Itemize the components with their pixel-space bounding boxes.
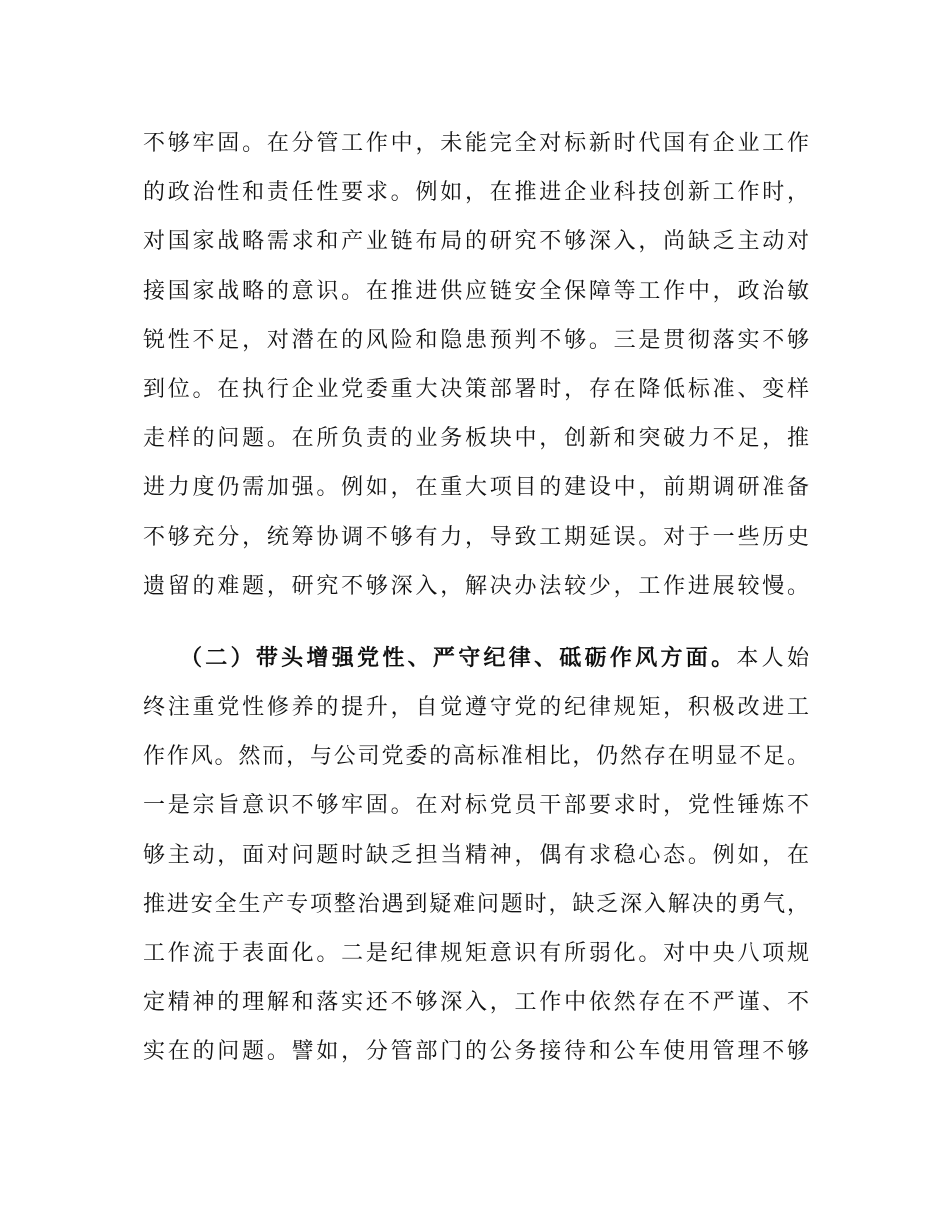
text-line: 工作流于表面化。二是纪律规矩意识有所弱化。对中央八项规 (143, 941, 809, 966)
text-line: 到位。在执行企业党委重大决策部署时，存在降低标准、变样 (143, 376, 809, 402)
text-line: 走样的问题。在所负责的业务板块中，创新和突破力不足，推 (143, 426, 809, 452)
text-line: 推进安全生产专项整治遇到疑难问题时，缺乏深入解决的勇气， (143, 891, 809, 917)
text-line (143, 639, 809, 688)
text-line: 对国家战略需求和产业链布局的研究不够深入，尚缺乏主动对 (143, 229, 809, 255)
text-line: 实在的问题。譬如，分管部门的公务接待和公车使用管理不够 (143, 1039, 809, 1065)
text-line: 够主动，面对问题时缺乏担当精神，偶有求稳心态。例如，在 (143, 842, 809, 868)
text-line: 不够牢固。在分管工作中，未能完全对标新时代国有企业工作 (143, 131, 809, 156)
text-line: 接国家战略的意识。在推进供应链安全保障等工作中，政治敏 (143, 278, 809, 304)
text-line: 一是宗旨意识不够牢固。在对标党员干部要求时，党性锤炼不 (143, 793, 809, 819)
text-run: 本人始 (736, 645, 809, 671)
paragraph-1 (143, 124, 809, 616)
text-line: 终注重党性修养的提升，自觉遵守党的纪律规矩，积极改进工 (143, 695, 809, 721)
text-line: 定精神的理解和落实还不够深入，工作中依然存在不严谨、不 (143, 990, 809, 1016)
text-line: 的政治性和责任性要求。例如，在推进企业科技创新工作时， (143, 180, 809, 206)
text-line: 进力度仍需加强。例如，在重大项目的建设中，前期调研准备 (143, 475, 809, 501)
text-line: 不够充分，统筹协调不够有力，导致工期延误。对于一些历史 (143, 524, 809, 550)
document-page (143, 124, 809, 1082)
section-heading: （二）带头增强党性、严守纪律、砥砺作风方面。 (180, 645, 737, 671)
text-line: 遗留的难题，研究不够深入，解决办法较少，工作进展较慢。 (143, 573, 809, 599)
text-line: 锐性不足，对潜在的风险和隐患预判不够。三是贯彻落实不够 (143, 327, 809, 353)
text-line: 作作风。然而，与公司党委的高标准相比，仍然存在明显不足。 (143, 744, 809, 770)
paragraph-2 (143, 639, 809, 1082)
